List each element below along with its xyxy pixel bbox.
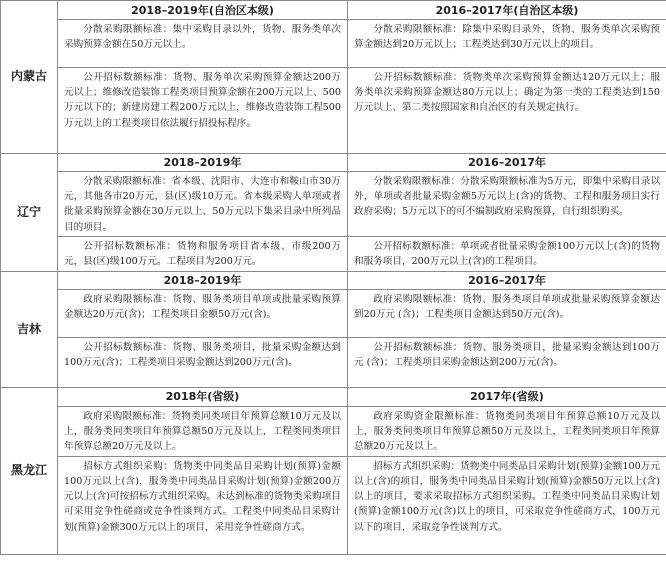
standard-cell: 政府采购限额标准：货物、服务类项目单项或批量采购预算金额达20万元(含)；工程类项目金额50万元(含)。 [58, 289, 348, 337]
period-header-left: 2018年(省级) [58, 387, 348, 406]
period-header-right: 2016–2017年 [348, 154, 666, 172]
standard-cell: 招标方式组织采购：货物类中同类品目采购计划(预算)金额100万元以上(含)的项目，服务类中同类品目采购计划(预算)金额50万元以上(含)以上的项目，要求采取招标方式组织采购。工程类中同类品目采购计划(预算)金额100万元(含)以上的项目，可采取竞争性磋商方式，100万元以下的项目，采取竞争性谈判方式。 [348, 456, 666, 554]
table-row [1, 68, 666, 154]
table-row [1, 337, 666, 387]
table-row [1, 406, 666, 456]
standard-cell: 分散采购限额标准：集中采购目录以外，货物、服务类单次采购预算金额在50万元以上。 [58, 20, 348, 68]
standard-cell: 政府采购限额标准：货物、服务类项目单项或批量采购预算金额达到20万元 (含)；工程类项目金额达到50万元(含)。 [348, 289, 666, 337]
section-header-row [1, 387, 666, 406]
standard-cell: 公开招标数额标准：货物、服务单次采购预算金额达200万元以上；维修改造装饰工程类项目预算金额在200万元以上、500万元以下的；新建房建工程200万元以上，维修改造装饰工程500万元以上的工程类项目依法履行招投标程序。 [58, 68, 348, 154]
table-row [1, 236, 666, 271]
region-label: 吉林 [1, 271, 58, 387]
table-row [1, 289, 666, 337]
region-label: 内蒙古 [1, 1, 58, 154]
region-label: 黑龙江 [1, 387, 58, 554]
period-header-right: 2016–2017年 [348, 271, 666, 289]
period-header-right: 2016–2017年(自治区本级) [348, 1, 666, 20]
period-header-left: 2018–2019年 [58, 271, 348, 289]
standard-cell: 分散采购限额标准：除集中采购目录外，货物、服务类单次采购预算金额达到20万元以上；工程类达到30万元以上的项目。 [348, 20, 666, 68]
standard-cell: 分散采购限额标准：分散采购限额标准为5万元，即集中采购目录以外，单项或者批量采购金额5万元以上(含)的货物、工程和服务项目实行政府采购；5万元以下的可不编制政府采购预算，自行组织购买。 [348, 172, 666, 237]
period-header-left: 2018–2019年(自治区本级) [58, 1, 348, 20]
period-header-right: 2017年(省级) [348, 387, 666, 406]
section-header-row [1, 1, 666, 20]
standard-cell: 公开招标数额标准：货物和服务项目省本级、市级200万元，县(区)级100万元。工程项目为200万元。 [58, 236, 348, 271]
standard-cell: 分散采购限额标准：省本级、沈阳市、大连市和鞍山市30万元，其他各市20万元，县(区)级10万元。省本级采购人单项或者批量采购预算金额在30万元以上、50万元以下集采目录中所列品目的项目。 [58, 172, 348, 237]
standard-cell: 招标方式组织采购：货物类中同类品目采购计划(预算)金额100万元以上(含)，服务类中同类品目采购计划(预算)金额200万元以上(含)可按招标方式组织采购。未达到标准的货物类采购项目可采用竞争性磋商或竞争性谈判方式。工程类中同类品目采购计划(预算)金额300万元以上的项目，采用竞争性磋商方式。 [58, 456, 348, 554]
section-header-row [1, 271, 666, 289]
standard-cell: 公开招标数额标准：单项或者批量采购金额100万元以上(含)的货物和服务项目，200万元以上(含)的工程项目。 [348, 236, 666, 271]
standard-cell: 政府采购限额标准：货物类同类项目年预算总额10万元及以上，服务类同类项目年预算总额50万元及以上，工程类同类项目年预算总额20万元及以上。 [58, 406, 348, 456]
section-header-row [1, 154, 666, 172]
period-header-left: 2018–2019年 [58, 154, 348, 172]
table-row [1, 172, 666, 237]
standard-cell: 公开招标数额标准：货物、服务类项目，批量采购金额达到100万元(含)；工程类项目采购金额达到200万元(含)。 [58, 337, 348, 387]
region-label: 辽宁 [1, 154, 58, 272]
table-row [1, 456, 666, 554]
standard-cell: 政府采购资金限额标准：货物类同类项目年预算总额10万元及以上，服务类同类项目年预算总额50万元及以上，工程类同类项目年预算总额20万元及以上。 [348, 406, 666, 456]
standard-cell: 公开招标数额标准：货物类单次采购预算金额达120万元以上；服务类单次采购预算金额达80万元以上；确定为第一类的工程类达到150万元以上、第二类按照国家和自治区的有关规定执行。 [348, 68, 666, 154]
standard-cell: 公开招标数额标准：货物、服务类项目，批量采购金额达到100万元 (含)；工程类项目采购金额达到200万元(含)。 [348, 337, 666, 387]
table-row [1, 20, 666, 68]
